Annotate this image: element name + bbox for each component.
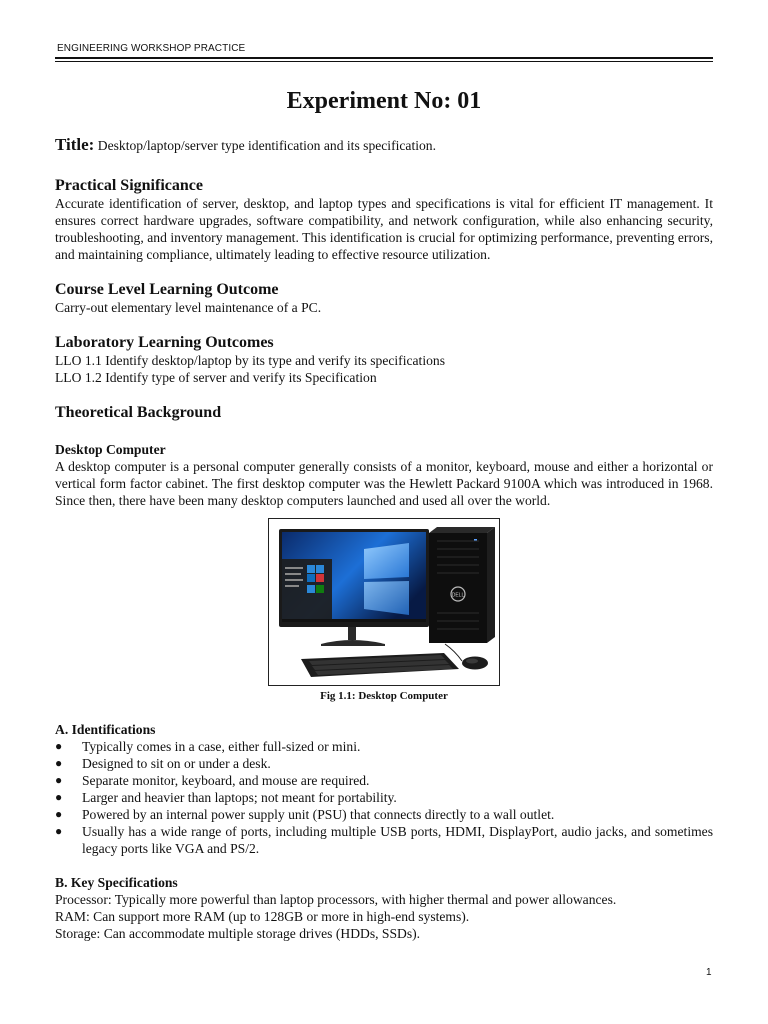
list-item: ● Separate monitor, keyboard, and mouse are required. <box>55 773 370 788</box>
desktop-computer-heading: Desktop Computer <box>55 442 166 457</box>
spec-line: Processor: Typically more powerful than laptop processors, with higher thermal and power allowances. <box>55 892 617 907</box>
title-label: Title: <box>55 135 95 154</box>
llo-item: LLO 1.1 Identify desktop/laptop by its type and verify its specifications <box>55 353 445 368</box>
bullet-icon: ● <box>55 756 63 770</box>
desktop-computer-illustration <box>269 519 499 685</box>
bullet-icon: ● <box>55 824 63 838</box>
lab-outcomes-heading: Laboratory Learning Outcomes <box>55 334 274 351</box>
bullet-icon: ● <box>55 773 63 787</box>
bullet-icon: ● <box>55 739 63 753</box>
key-specifications-heading: B. Key Specifications <box>55 875 178 890</box>
desktop-computer-body: A desktop computer is a personal computer generally consists of a monitor, keyboard, mouse and either a horizontal or vertical form factor cabinet. The first desktop computer was the Hewlett Packard 9100A which was introduced in 1968. Since then, there have been many desktop computers launched and used all over the world. <box>55 459 713 508</box>
monitor-stand <box>348 627 356 640</box>
identifications-heading: A. Identifications <box>55 722 156 737</box>
brand-mark: DELL <box>451 592 465 599</box>
list-item: ● Usually has a wide range of ports, including multiple USB ports, HDMI, DisplayPort, audio jacks, and sometimes legacy ports like VGA and PS/2. <box>55 824 713 856</box>
bullet-icon: ● <box>55 790 63 804</box>
practical-significance-heading: Practical Significance <box>55 177 203 194</box>
spec-line: Storage: Can accommodate multiple storage drives (HDDs, SSDs). <box>55 926 421 941</box>
experiment-title: Experiment No: 01 <box>286 88 482 114</box>
practical-significance-body: Accurate identification of server, desktop, and laptop types and specifications is vital for efficient IT management. It ensures correct hardware upgrades, software compatibility, and network configuration, while also enhancing security, troubleshooting, and inventory management. This identification is crucial for optimizing performance, preventing errors, and maintaining compliance, ultimately leading to effective resource utilization. <box>55 196 713 262</box>
course-outcome-body: Carry-out elementary level maintenance of a PC. <box>55 300 322 315</box>
list-item: ● Larger and heavier than laptops; not meant for portability. <box>55 790 397 805</box>
spec-line: RAM: Can support more RAM (up to 128GB or more in high-end systems). <box>55 909 470 924</box>
figure-desktop-computer <box>268 518 500 686</box>
list-item: ● Designed to sit on or under a desk. <box>55 756 271 771</box>
figure-caption: Fig 1.1: Desktop Computer <box>320 690 448 702</box>
list-item: ● Powered by an internal power supply unit (PSU) that connects directly to a wall outlet. <box>55 807 555 822</box>
identifications-list <box>55 738 713 857</box>
document-content <box>55 136 713 942</box>
title-line <box>55 136 713 154</box>
title-text: Desktop/laptop/server type identification and its specification. <box>94 138 436 153</box>
theory-heading: Theoretical Background <box>55 404 222 421</box>
bullet-icon: ● <box>55 807 63 821</box>
header-rule-thick <box>55 57 713 59</box>
list-item: ● Typically comes in a case, either full-sized or mini. <box>55 739 361 754</box>
page-number: 1 <box>706 967 712 978</box>
course-outcome-heading: Course Level Learning Outcome <box>55 281 279 298</box>
header-rule-thin <box>55 61 713 62</box>
llo-item: LLO 1.2 Identify type of server and verify its Specification <box>55 370 377 385</box>
running-header: ENGINEERING WORKSHOP PRACTICE <box>57 43 246 54</box>
